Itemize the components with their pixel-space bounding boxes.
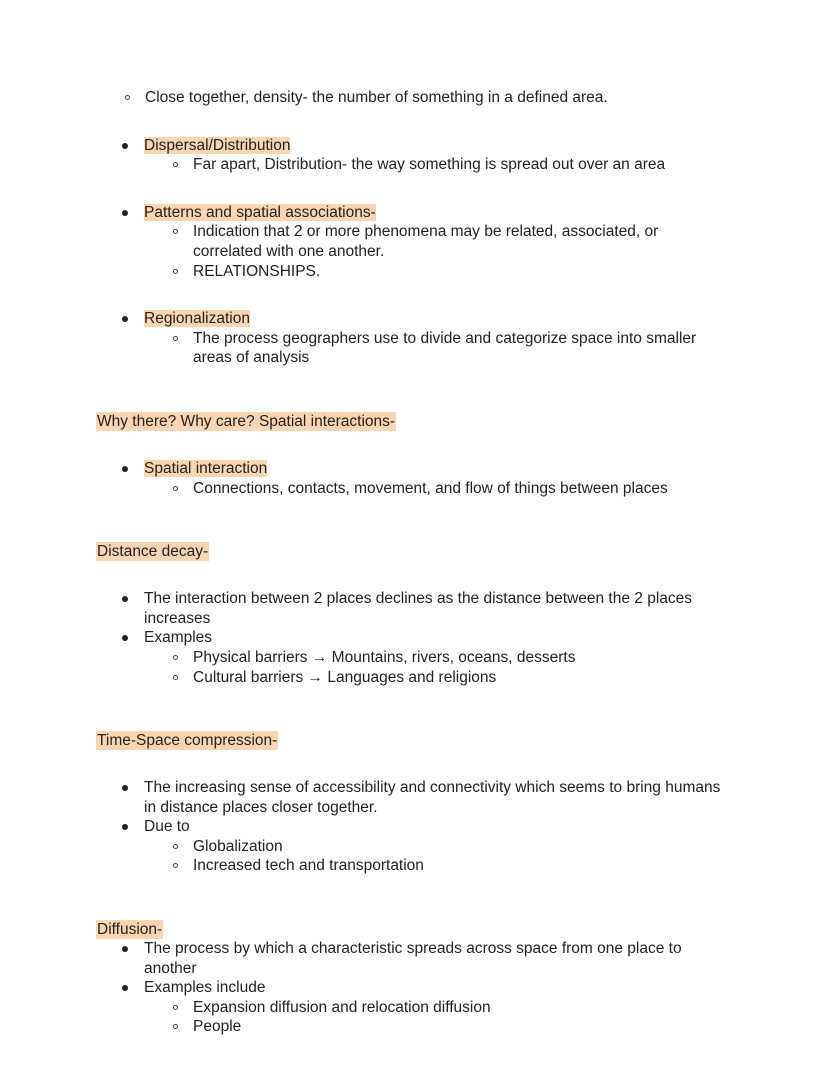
disc-bullet-icon [122,466,128,472]
section-heading-spatial-interactions [96,412,724,431]
section-heading-label: Time-Space compression- [97,732,278,750]
spacer [96,281,724,309]
patterns-group [96,203,724,281]
dispersal-sublist [144,155,724,175]
list-item-label: The interaction between 2 places declines as the distance between the 2 places increases [144,590,693,627]
list-item [96,978,724,1037]
time-space-group [96,778,724,876]
list-item-label: Examples include [144,979,266,997]
circle-bullet-icon [173,655,178,660]
list-item-label: RELATIONSHIPS. [193,262,321,280]
list-item-label: The increasing sense of accessibility and connectivity which seems to bring humans in distance places closer together. [144,779,721,816]
section-heading-label: Distance decay- [97,543,209,561]
list-item [144,837,724,857]
disc-bullet-icon [122,946,128,952]
list-item [96,88,724,108]
list-item-label: Close together, density- the number of something in a defined area. [145,89,608,106]
circle-bullet-icon [173,229,178,234]
circle-bullet-icon [173,336,178,341]
section-heading-diffusion [96,920,724,939]
section-heading-label: Why there? Why care? Spatial interactions- [97,412,396,430]
list-item [144,329,724,368]
list-item-label: Far apart, Distribution- the way something is spread out over an area [193,156,666,174]
spacer [96,368,724,412]
distance-decay-examples [144,648,724,687]
disc-bullet-icon [122,316,128,322]
list-item [144,222,724,261]
circle-bullet-icon [173,162,178,167]
list-item [96,136,724,175]
circle-bullet-icon [173,486,178,491]
spatial-interaction-group [96,459,724,498]
list-item-label: Indication that 2 or more phenomena may be related, associated, or correlated with one another. [193,223,659,260]
list-item [96,628,724,687]
list-item-label: Due to [144,818,190,836]
spacer [96,498,724,542]
list-item [144,479,724,499]
list-item [96,459,724,498]
list-item [96,589,724,628]
list-item [96,203,724,281]
spacer [96,175,724,203]
list-item-label: The process geographers use to divide and categorize space into smaller areas of analysis [193,329,697,367]
spatial-interaction-sublist [144,479,724,499]
circle-bullet-icon [173,844,178,849]
circle-bullet-icon [173,269,178,274]
disc-bullet-icon [122,985,128,991]
patterns-sublist [144,222,724,281]
section-heading-distance-decay [96,542,724,561]
distance-decay-group [96,589,724,687]
list-item-label: Patterns and spatial associations- [144,203,376,221]
section-heading-label: Diffusion- [97,921,163,939]
list-item [144,856,724,876]
regionalization-group [96,309,724,368]
spacer [96,876,724,920]
list-item-label: Examples [144,629,213,647]
disc-bullet-icon [122,785,128,791]
list-item-label: Physical barriers → Mountains, rivers, oceans, desserts [193,648,576,666]
list-item-label: Spatial interaction [144,459,268,477]
dispersal-group [96,136,724,175]
list-item [96,939,724,978]
regionalization-sublist [144,329,724,368]
list-item [144,998,724,1018]
disc-bullet-icon [122,635,128,641]
disc-bullet-icon [122,824,128,830]
document-content [96,88,724,1037]
spacer [96,687,724,731]
list-item [96,817,724,876]
carryover-list [96,88,724,108]
spacer [96,431,724,459]
list-item-label: Connections, contacts, movement, and flow of things between places [193,479,668,497]
disc-bullet-icon [122,210,128,216]
list-item-label: Regionalization [144,310,250,328]
list-item [144,262,724,282]
circle-bullet-icon [125,95,130,100]
spacer [96,561,724,589]
diffusion-examples [144,998,724,1037]
list-item [144,1017,724,1037]
list-item-label: Increased tech and transportation [193,857,424,875]
list-item-label: Dispersal/Distribution [144,136,291,154]
section-heading-time-space-compression [96,731,724,750]
disc-bullet-icon [122,143,128,149]
list-item [96,778,724,817]
time-space-causes [144,837,724,876]
circle-bullet-icon [173,863,178,868]
list-item-label: Expansion diffusion and relocation diffusion [193,998,491,1016]
spacer [96,750,724,778]
list-item [144,648,724,668]
list-item [96,309,724,368]
list-item-label: People [193,1018,242,1036]
disc-bullet-icon [122,596,128,602]
diffusion-group [96,939,724,1037]
list-item [144,668,724,688]
circle-bullet-icon [173,1005,178,1010]
circle-bullet-icon [173,675,178,680]
list-item-label: Cultural barriers → Languages and religions [193,668,497,686]
list-item-label: Globalization [193,837,283,855]
circle-bullet-icon [173,1024,178,1029]
spacer [96,108,724,136]
list-item [144,155,724,175]
list-item-label: The process by which a characteristic spreads across space from one place to another [144,940,682,977]
